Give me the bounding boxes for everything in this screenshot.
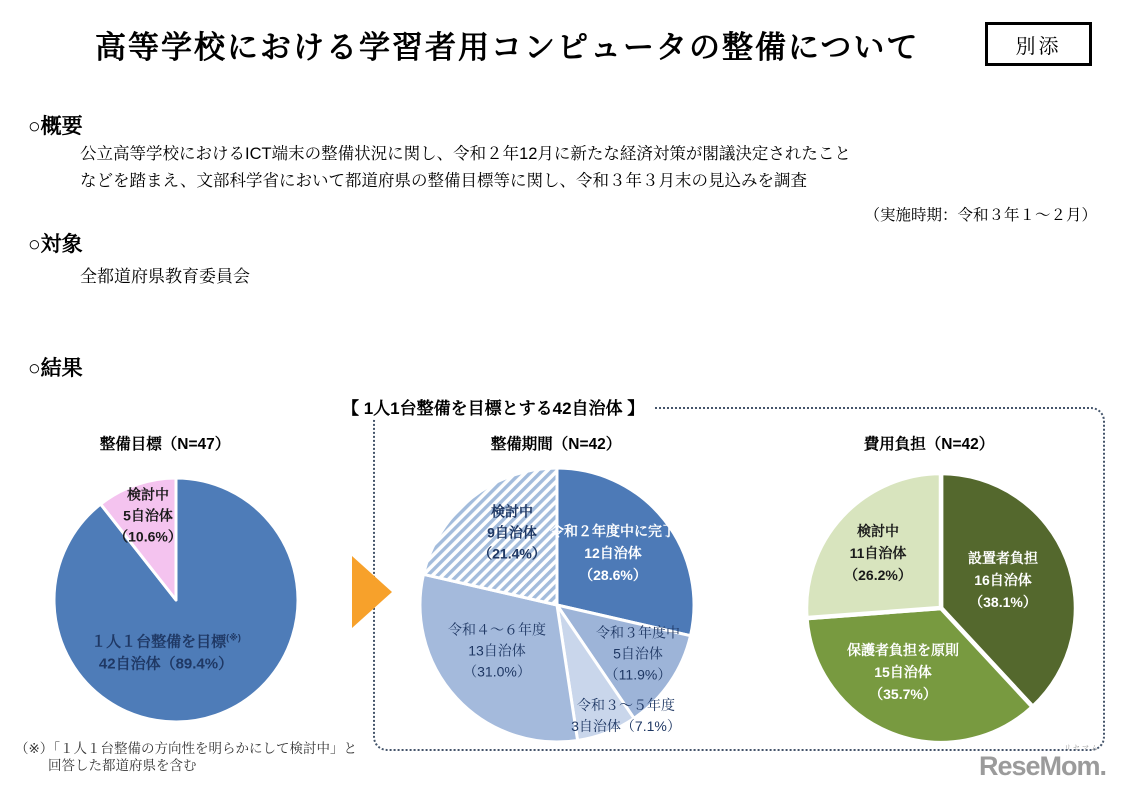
pie-slice-label: 令和３年度中 5自治体 （11.9%） — [596, 624, 680, 683]
footnote-marker: (※) — [226, 632, 241, 643]
pie-slice-label: 検討中 11自治体 （26.2%） — [844, 523, 912, 583]
pie-slice-label: 令和２年度中に完了 12自治体 （28.6%） — [550, 523, 676, 583]
pie-slice-label: 設置者負担 16自治体 （38.1%） — [968, 550, 1038, 610]
pie-chart-hiyo-futan — [796, 463, 1086, 753]
overview-heading: ○概要 — [28, 115, 83, 138]
overview-line1: 公立高等学校におけるICT端末の整備状況に関し、令和２年12月に新たな経済対策が閣議決定されたこと — [80, 145, 851, 163]
pie3-title: 費用負担（N=42） — [863, 436, 995, 453]
logo-wordmark: ReseMom. — [978, 751, 1106, 781]
result-group-box-title: 【 1人1台整備を目標とする42自治体 】 — [342, 394, 654, 419]
results-heading: ○結果 — [28, 357, 83, 380]
target-heading: ○対象 — [28, 233, 83, 256]
target-body: 全都道府県教育委員会 — [80, 267, 250, 286]
pie1-title: 整備目標（N=47） — [99, 436, 231, 453]
pie2-title: 整備期間（N=42） — [490, 436, 622, 453]
pie-slice-label: 検討中 9自治体 （21.4%） — [478, 503, 546, 562]
footnote — [15, 740, 357, 774]
pie-slice-label: 令和３～５年度 3自治体（7.1%） — [571, 697, 681, 734]
pie-slice-label: 保護者負担を原則 15自治体 （35.7%） — [847, 642, 959, 702]
right-arrow-icon — [352, 556, 392, 628]
overview-line2: などを踏まえ、文部科学省において都道府県の整備目標等に関し、令和３年３月末の見込みを調査 — [80, 172, 807, 190]
attachment-badge: 別添 — [985, 22, 1092, 66]
pie-slice-label: １人１台整備を目標(※) 42自治体（89.4%） — [91, 632, 241, 673]
survey-period-note: （実施時期：令和３年１～２月） — [864, 207, 1097, 224]
logo-katakana: リセマム — [1064, 745, 1100, 752]
pie-slice-label: 検討中 5自治体 （10.6%） — [114, 486, 182, 545]
page-title: 高等学校における学習者用コンピュータの整備について — [95, 30, 920, 65]
footnote-line1: （※）「１人１台整備の方向性を明らかにして検討中」と — [15, 741, 358, 756]
pie-slice-label: 令和４～６年度 13自治体 （31.0%） — [448, 621, 546, 680]
footnote-line2: 回答した都道府県を含む — [48, 758, 197, 773]
